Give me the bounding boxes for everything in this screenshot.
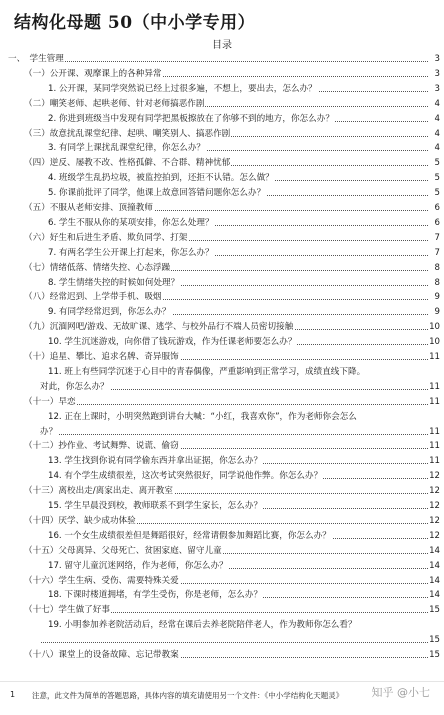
- watermark: 知乎 @小七: [371, 686, 430, 699]
- toc-entry[interactable]: [48, 412, 440, 423]
- toc-entry[interactable]: [24, 233, 440, 244]
- toc-entry-title: 7. 有两名学生公开课上打起来，你怎么办？: [48, 247, 214, 258]
- toc-page-number: 4: [434, 128, 440, 139]
- toc-entry[interactable]: [48, 367, 440, 378]
- toc-entry[interactable]: [48, 114, 440, 125]
- toc-entry-title: 6. 学生不服从你的某项安排，你怎么处理？: [48, 217, 214, 228]
- toc-entry-title: （三）故意扰乱课堂纪律、起哄、嘲笑别人、搞恶作剧: [24, 128, 231, 139]
- toc-entry-title: （十七）学生做了好事: [24, 605, 110, 616]
- toc-entry-title: （十四）厌学、缺少成功体验: [24, 515, 136, 526]
- toc-entry-title: 16. 一个女生成绩很差但是舞蹈很好，经常请假参加舞蹈比赛，你怎么办？: [48, 530, 331, 541]
- toc-entry[interactable]: [48, 143, 440, 154]
- toc-entry-title: （六）好生和后进生矛盾、欺负同学、打架: [24, 232, 188, 243]
- toc-entry-title: 18. 下课时楼道拥堵，有学生受伤，你是老师，怎么办？: [48, 590, 263, 601]
- toc-page-number: 6: [434, 203, 440, 213]
- toc-page-number: 14: [429, 590, 440, 601]
- toc-entry[interactable]: [24, 397, 440, 408]
- dot-leader: [40, 434, 428, 435]
- toc-entry-title: （七）情绪低落、情绪失控、心态浮躁: [24, 262, 171, 273]
- toc-entry[interactable]: [24, 158, 440, 169]
- toc-entry-title: （八）经常迟到、上学带手机、吸烟: [24, 292, 162, 303]
- toc-page-number: 11: [429, 426, 440, 437]
- toc-entry-title: （十六）学生生病、受伤、需要特殊关爱: [24, 575, 179, 586]
- toc-entry-title: （十八）课堂上的设备故障、忘记带教案: [24, 650, 179, 660]
- toc-page-number: 11: [429, 396, 440, 407]
- toc-entry[interactable]: [40, 382, 440, 393]
- toc-page-number: 12: [429, 530, 440, 541]
- toc-entry-title: 13. 学生找到你说有同学偷东西并拿出证据，你怎么办？: [48, 456, 263, 467]
- toc-entry-title: 19. 小明参加养老院活动后，经常在课后去养老院陪伴老人，作为教师你怎么看？: [48, 620, 357, 631]
- toc-page-number: 5: [434, 188, 440, 199]
- toc-page-number: 14: [429, 545, 440, 556]
- toc-entry[interactable]: [24, 322, 440, 333]
- toc-page-number: 3: [434, 83, 440, 94]
- toc-page-number: 15: [429, 650, 440, 660]
- dot-leader: [24, 404, 428, 405]
- toc-entry-title: 5. 你课前批评了同学，他课上故意回答错问题你怎么办？: [48, 188, 266, 199]
- toc-entry-title: 15. 学生早晨没到校，教师联系不到学生家长，怎么办？: [48, 501, 263, 511]
- toc-page-number: 12: [429, 471, 440, 482]
- toc-entry[interactable]: [48, 218, 440, 229]
- toc-entry-title: （二）嘲笑老师、起哄老师、针对老师搞恶作剧: [24, 98, 205, 109]
- toc-page-number: 7: [434, 232, 440, 243]
- toc-entry-title: [40, 635, 41, 645]
- toc-entry-title: （五）不服从老师安排、顶撞教师: [24, 203, 153, 213]
- toc-entry-title: 12. 正在上课时，小明突然跑到讲台大喊：“小红，我喜欢你”，作为老师你会怎么: [48, 411, 357, 422]
- toc-entry[interactable]: [48, 620, 440, 631]
- toc-entry[interactable]: [48, 531, 440, 542]
- toc-entry[interactable]: [48, 561, 440, 572]
- toc-page-number: 6: [434, 217, 440, 228]
- toc-page-number: 12: [429, 501, 440, 511]
- toc-entry[interactable]: [48, 337, 440, 348]
- toc-entry-title: （四）逆反、屡教不改、性格孤僻、不合群、精神忧郁: [24, 158, 231, 169]
- toc-entry-title: （十五）父母离异、父母死亡、贫困家庭、留守儿童: [24, 545, 222, 556]
- footnote-text: 注意，此文件为简单的答题思路，具体内容的填充请使用另一个文件：《中小学结构化天题灵》: [32, 691, 344, 700]
- toc-page-number: 4: [434, 113, 440, 124]
- toc-page-number: 7: [434, 247, 440, 258]
- toc-page-number: 5: [434, 158, 440, 169]
- document-title: 结构化母题 50（中小学专用）: [14, 13, 256, 33]
- toc-page-number: 11: [429, 381, 440, 392]
- toc-entry[interactable]: [48, 248, 440, 259]
- toc-entry[interactable]: [24, 486, 440, 497]
- toc-entry[interactable]: [24, 352, 440, 363]
- toc-page-number: 11: [429, 456, 440, 467]
- toc-page-number: 3: [434, 54, 440, 64]
- toc-page-number: 15: [429, 635, 440, 646]
- toc-entry[interactable]: [48, 307, 440, 318]
- toc-entry[interactable]: [24, 605, 440, 616]
- toc-entry[interactable]: [40, 635, 440, 646]
- toc-page-number: 9: [434, 307, 440, 318]
- toc-entry[interactable]: [48, 188, 440, 199]
- toc-entry-title: 对此，你怎么办？: [40, 381, 109, 392]
- footnote-number: 1: [10, 690, 16, 699]
- toc-entry[interactable]: [24, 576, 440, 587]
- toc-entry[interactable]: [48, 456, 440, 467]
- toc-entry-title: 2. 你进到班级当中发现有同学把黑板擦放在了你够不到的地方，你怎么办？: [48, 113, 334, 124]
- toc-page-number: 14: [429, 575, 440, 586]
- toc-page-number: 5: [434, 173, 440, 184]
- footnote-separator: [0, 681, 444, 682]
- toc-entry[interactable]: [24, 546, 440, 557]
- toc-entry[interactable]: [48, 173, 440, 184]
- toc-page-number: 12: [429, 486, 440, 497]
- toc-entry[interactable]: [48, 84, 440, 95]
- toc-page-number: 10: [429, 322, 440, 333]
- toc-entry[interactable]: [24, 129, 440, 140]
- toc-heading: 目录: [212, 40, 232, 51]
- dot-leader: [40, 642, 428, 643]
- toc-page-number: 15: [429, 605, 440, 616]
- toc-page-number: 14: [429, 560, 440, 571]
- toc-entry[interactable]: [24, 441, 440, 452]
- toc-page-number: 11: [429, 441, 440, 452]
- toc-entry[interactable]: [24, 292, 440, 303]
- toc-entry[interactable]: [24, 203, 440, 214]
- toc-entry-title: （十三）离校出走/离家出走、离开教室: [24, 486, 173, 497]
- toc-page-number: 9: [434, 292, 440, 303]
- toc-entry[interactable]: [8, 54, 440, 65]
- toc-page-number: 12: [429, 515, 440, 526]
- toc-entry-title: 4. 班级学生乱扔垃圾，被监控拍到，还拒不认错。怎么做？: [48, 173, 274, 184]
- toc-entry[interactable]: [24, 650, 440, 661]
- toc-entry-title: （十）追星、攀比、追求名牌、奇异服饰: [24, 352, 179, 362]
- toc-page-number: 3: [434, 68, 440, 79]
- toc-entry-title: 9. 有同学经常迟到，你怎么办？: [48, 307, 171, 318]
- toc-entry[interactable]: [48, 501, 440, 512]
- toc-entry-title: （十一）早恋: [24, 396, 76, 407]
- toc-page-number: 8: [434, 262, 440, 273]
- toc-entry[interactable]: [48, 471, 440, 482]
- toc-entry[interactable]: [48, 590, 440, 601]
- toc-page-number: 8: [434, 277, 440, 288]
- toc-entry[interactable]: [24, 99, 440, 110]
- toc-entry-title: 1. 公开课，某同学突然说已经上过很多遍，不想上，要出去，怎么办？: [48, 83, 317, 94]
- toc-entry-title: （十二）抄作业、考试舞弊、说谎、偷窃: [24, 441, 179, 452]
- toc-entry-title: （九）沉湎网吧/游戏、无故旷课、逃学、与校外品行不端人员密切接触: [24, 322, 294, 333]
- toc-entry[interactable]: [48, 278, 440, 289]
- toc-page-number: 4: [434, 98, 440, 109]
- toc-page-number: 10: [429, 337, 440, 348]
- toc-entry-title: （一）公开课、观摩课上的各种异常: [24, 68, 162, 79]
- toc-entry-title: 一、 学生管理: [8, 54, 64, 64]
- dot-leader: [8, 61, 428, 62]
- toc-entry-title: 10. 学生沉迷游戏，向你借了钱玩游戏，作为任课老师要怎么办？: [48, 337, 297, 348]
- toc-entry-title: 8. 学生情绪失控的时候如何处理？: [48, 277, 180, 288]
- toc-entry[interactable]: [24, 263, 440, 274]
- toc-entry[interactable]: [24, 69, 440, 80]
- toc-entry[interactable]: [24, 516, 440, 527]
- toc-page-number: 11: [429, 352, 440, 362]
- toc-entry-title: 14. 有个学生成绩很差，这次考试突然很好，同学说他作弊。你怎么办？: [48, 471, 323, 482]
- toc-page-number: 4: [434, 143, 440, 154]
- toc-entry-title: 3. 有同学上课扰乱课堂纪律，你怎么办？: [48, 143, 206, 154]
- toc-entry-title: 办？: [40, 426, 58, 437]
- toc-entry[interactable]: [40, 427, 440, 438]
- toc-entry-title: 17. 留守儿童沉迷网络，作为老师，你怎么办？: [48, 560, 228, 571]
- toc-entry-title: 11. 班上有些同学沉迷于心目中的青春偶像，严重影响到正常学习，成绩直线下降。: [48, 366, 366, 377]
